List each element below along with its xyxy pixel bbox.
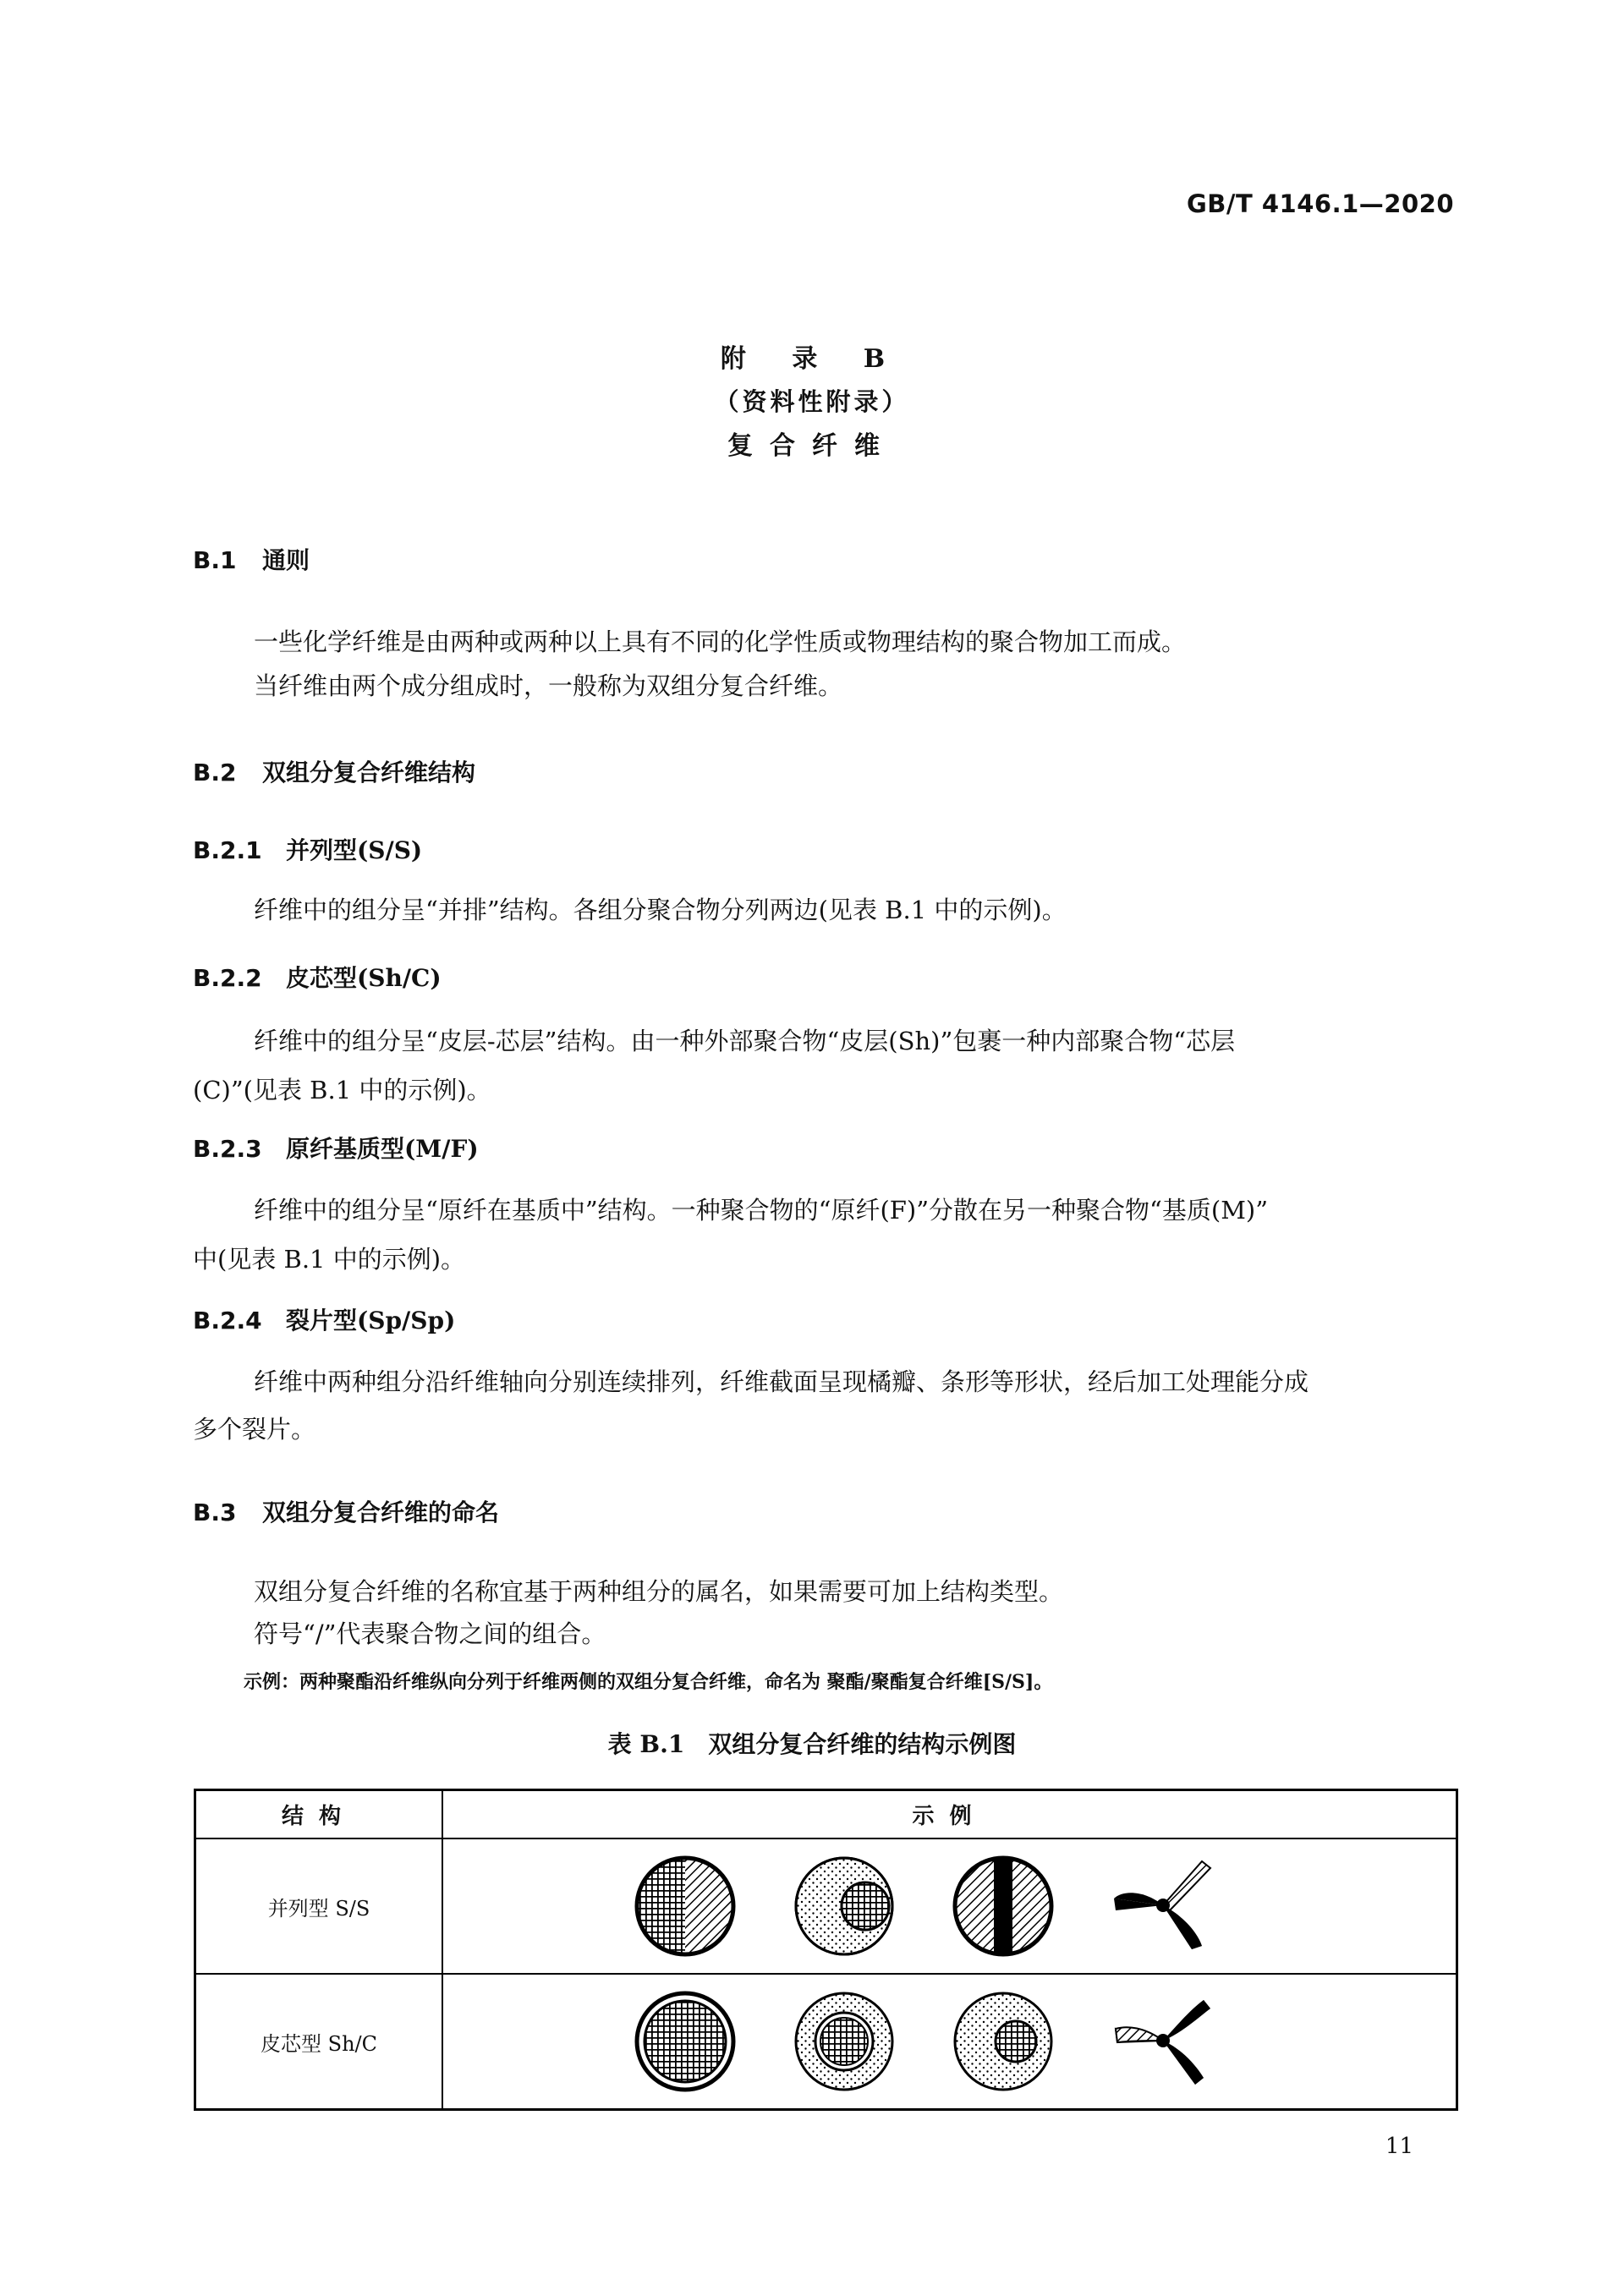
section-heading: [193, 754, 475, 788]
paragraph-continuation: 多个裂片。: [193, 1415, 316, 1444]
row-label-sheath-core: 皮芯型 Sh/C: [195, 1974, 443, 2110]
page-number: 11: [1385, 2134, 1413, 2159]
column-header-example: 示例: [442, 1790, 1457, 1839]
section-heading: [193, 832, 422, 866]
table-header-row: [195, 1790, 1457, 1839]
side-by-side-diagram-2: [793, 1855, 896, 1958]
sheath-core-diagram-2: [793, 1990, 896, 2093]
example-text: 示例：两种聚酯沿纤维纵向分列于纤维两侧的双组分复合纤维，命名为 聚酯/聚酯复合纤维[S/S]。: [244, 1671, 1053, 1693]
paragraph: 纤维中的组分呈“皮层-芯层”结构。由一种外部聚合物“皮层(Sh)”包裹一种内部聚合物“芯层: [254, 1027, 1236, 1055]
column-header-structure: 结构: [195, 1790, 443, 1839]
section-title: 原纤基质型(M/F): [286, 1135, 479, 1163]
section-heading: [193, 1302, 455, 1336]
paragraph: 一些化学纤维是由两种或两种以上具有不同的化学性质或物理结构的聚合物加工而成。: [254, 627, 1187, 656]
standard-number: GB/T 4146.1—2020: [1187, 189, 1454, 218]
section-heading: [193, 960, 442, 994]
section-number: B.1: [193, 546, 237, 574]
section-number: B.2.2: [193, 964, 262, 992]
segmented-pie-diagram-2: [1111, 1990, 1221, 2093]
paragraph-continuation: (C)”(见表 B.1 中的示例)。: [193, 1076, 491, 1104]
paragraph: 符号“/”代表聚合物之间的组合。: [254, 1619, 606, 1648]
side-by-side-diagram-3: [952, 1855, 1055, 1958]
section-title: 双组分复合纤维结构: [262, 759, 476, 786]
side-by-side-diagram-1: [634, 1855, 737, 1958]
section-title: 双组分复合纤维的命名: [262, 1499, 500, 1526]
paragraph: 纤维中的组分呈“并排”结构。各组分聚合物分列两边(见表 B.1 中的示例)。: [254, 896, 1067, 924]
appendix-subtitle: （资料性附录）: [714, 387, 910, 416]
sheath-core-diagram-1: [634, 1990, 737, 2093]
section-title: 皮芯型(Sh/C): [286, 964, 442, 992]
section-number: B.2: [193, 759, 237, 786]
section-number: B.2.1: [193, 836, 262, 864]
table-row: [195, 1974, 1457, 2110]
section-heading: [193, 1131, 479, 1164]
example-cell: [442, 1838, 1457, 1974]
row-label-side-by-side: 并列型 S/S: [195, 1838, 443, 1974]
structure-table: [194, 1789, 1458, 2111]
section-number: B.2.4: [193, 1307, 262, 1334]
section-title: 裂片型(Sp/Sp): [286, 1307, 456, 1334]
section-number: B.2.3: [193, 1135, 262, 1163]
paragraph-continuation: 中(见表 B.1 中的示例)。: [193, 1245, 466, 1274]
appendix-title: 附 录 B: [720, 344, 904, 374]
section-title: 并列型(S/S): [286, 836, 423, 864]
paragraph: 纤维中的组分呈“原纤在基质中”结构。一种聚合物的“原纤(F)”分散在另一种聚合物“基质(M)”: [254, 1196, 1269, 1225]
table-caption: 表 B.1 双组分复合纤维的结构示例图: [607, 1730, 1017, 1758]
section-heading: [193, 542, 310, 576]
example-cell: [442, 1974, 1457, 2110]
sheath-core-diagram-3: [952, 1990, 1055, 2093]
appendix-name: 复合纤维: [727, 431, 897, 461]
section-title: 通则: [262, 546, 310, 574]
section-number: B.3: [193, 1499, 237, 1526]
section-heading: [193, 1494, 499, 1528]
paragraph: 当纤维由两个成分组成时，一般称为双组分复合纤维。: [254, 671, 843, 700]
table-row: [195, 1838, 1457, 1974]
segmented-pie-diagram-1: [1111, 1855, 1221, 1958]
paragraph: 纤维中两种组分沿纤维轴向分别连续排列，纤维截面呈现橘瓣、条形等形状，经后加工处理能分成: [254, 1367, 1309, 1396]
paragraph: 双组分复合纤维的名称宜基于两种组分的属名，如果需要可加上结构类型。: [254, 1577, 1064, 1606]
